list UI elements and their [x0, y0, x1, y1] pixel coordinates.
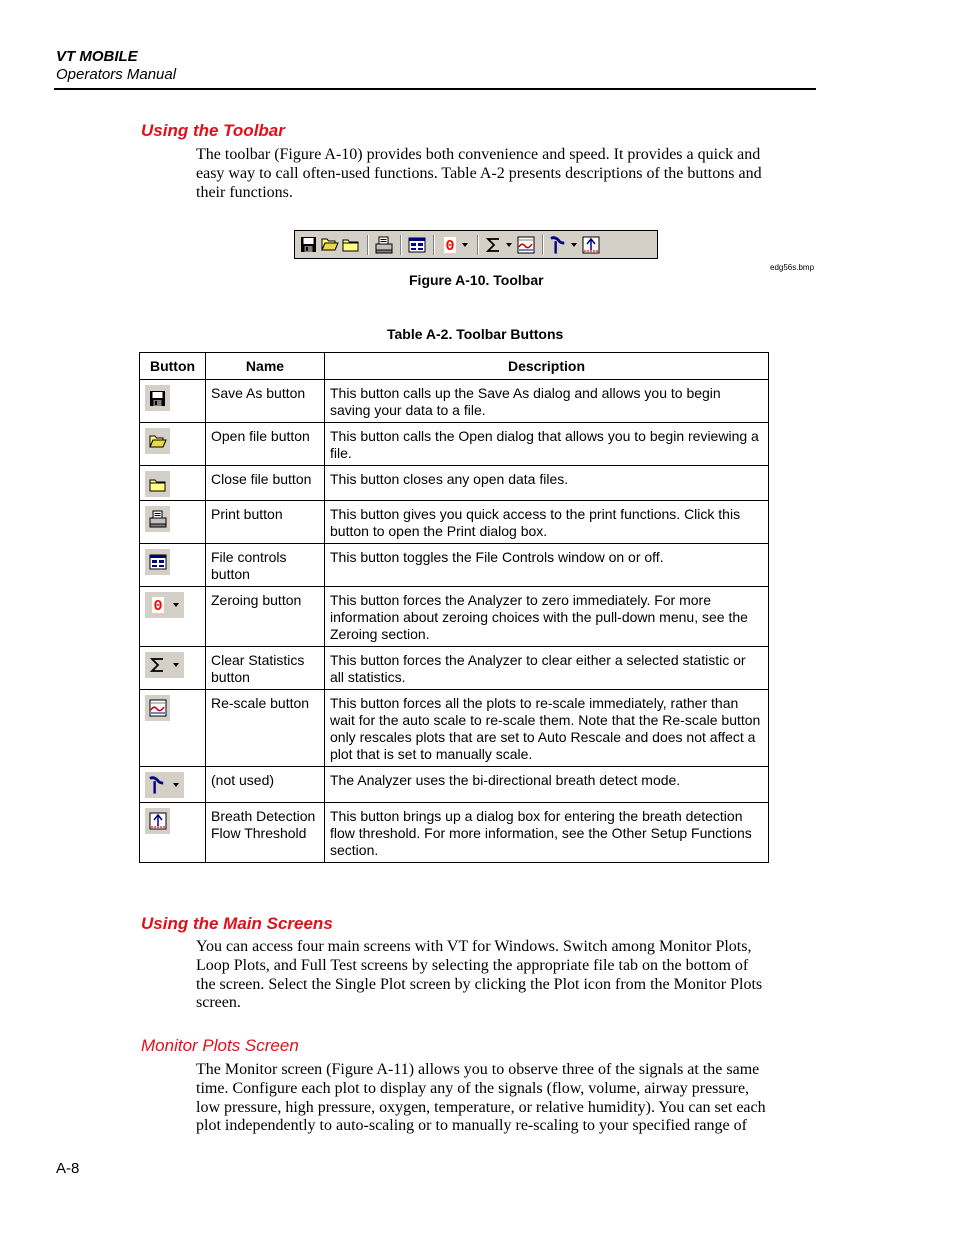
table-row: [140, 587, 769, 647]
page-number: A-8: [56, 1160, 80, 1177]
button-description: This button forces the Analyzer to zero immediately. For more information about zeroing choices with the pull-down menu, see the Zeroing section.: [325, 587, 769, 647]
paragraph-line: The Monitor screen (Figure A-11) allows you to observe three of the signals at the same: [196, 1061, 760, 1078]
table-row: [140, 690, 769, 767]
close-folder-icon: [148, 475, 167, 494]
flow-threshold-icon: [148, 812, 167, 831]
button-description: This button closes any open data files.: [325, 466, 769, 501]
manual-subtitle: Operators Manual: [56, 66, 177, 83]
sigma-icon: [148, 656, 167, 675]
button-icon-box: [145, 549, 170, 575]
manual-title: VT MOBILE: [56, 48, 138, 65]
open-folder-icon: [148, 432, 167, 451]
paragraph-line: low pressure, high pressure, oxygen, temperature, or relative humidity). You can set each: [196, 1098, 766, 1116]
button-icon-cell: [140, 587, 206, 647]
button-description: The Analyzer uses the bi-directional breath detect mode.: [325, 767, 769, 803]
paragraph-line: screen.: [196, 994, 241, 1012]
table-row: [140, 423, 769, 466]
button-name: Open file button: [206, 423, 325, 466]
figure-filename: edg56s.bmp: [770, 263, 815, 272]
button-icon-cell: [140, 423, 206, 466]
button-icon-box: [145, 592, 184, 618]
button-icon-box: [145, 506, 170, 532]
button-description: This button gives you quick access to the print functions. Click this button to open the Print dialog box.: [325, 501, 769, 544]
column-header: Name: [206, 353, 325, 380]
table-row: [140, 767, 769, 803]
column-header: Description: [325, 353, 769, 380]
button-icon-box: [145, 428, 170, 454]
toolbar-separator: [367, 235, 369, 255]
file-controls-icon: [148, 553, 167, 572]
button-icon-cell: [140, 544, 206, 587]
toolbar-separator: [433, 235, 435, 255]
section-heading-toolbar: Using the Toolbar: [141, 121, 285, 140]
paragraph-line: Loop Plots, and Full Test screens by selecting the appropriate file tab on the bottom of: [196, 956, 749, 974]
button-description: This button brings up a dialog box for entering the breath detection flow threshold. For more information, see the Other Setup Functions section.: [325, 803, 769, 863]
button-name: (not used): [206, 767, 325, 803]
paragraph-line: The toolbar (Figure A-10) provides both convenience and speed. It provides a quick and: [196, 146, 761, 163]
table-row: [140, 501, 769, 544]
toolbar-buttons-table: [139, 352, 769, 863]
button-name: Save As button: [206, 380, 325, 423]
paragraph-line: the screen. Select the Single Plot screen by clicking the Plot icon from the Monitor Plots: [196, 975, 763, 993]
toolbar-paragraph: [196, 146, 814, 202]
paragraph-line: easy way to call often-used functions. Table A-2 presents descriptions of the buttons and: [196, 164, 762, 182]
toolbar-separator: [477, 235, 479, 255]
table-row: [140, 380, 769, 423]
table-row: [140, 803, 769, 863]
dropdown-arrow-icon: [173, 783, 179, 787]
dropdown-arrow-icon: [506, 243, 512, 247]
button-description: This button toggles the File Controls window on or off.: [325, 544, 769, 587]
button-description: This button calls the Open dialog that allows you to begin reviewing a file.: [325, 423, 769, 466]
header-rule: [54, 88, 816, 90]
zero-icon: [440, 235, 459, 254]
button-name: File controls button: [206, 544, 325, 587]
button-icon-box: [145, 471, 170, 497]
table-header-row: [140, 353, 769, 380]
button-description: This button forces the Analyzer to clear either a selected statistic or all statistics.: [325, 647, 769, 690]
paragraph-line: You can access four main screens with VT for Windows. Switch among Monitor Plots,: [196, 938, 752, 955]
toolbar-separator: [400, 235, 402, 255]
button-icon-box: [145, 652, 184, 678]
monitor-plots-paragraph: [196, 1061, 814, 1136]
rescale-icon: [516, 235, 535, 254]
button-icon-cell: [140, 380, 206, 423]
svg-text:0: 0: [152, 598, 163, 614]
dropdown-arrow-icon: [173, 603, 179, 607]
zero-icon: [148, 596, 167, 615]
paragraph-line: time. Configure each plot to display any of the signals (flow, volume, airway pressure,: [196, 1079, 750, 1097]
svg-text:0: 0: [444, 237, 455, 254]
button-description: This button forces all the plots to re-scale immediately, rather than wait for the auto scale to re-scale them. Note that the Re-scale button only rescales plots that are set to Auto Rescale and does not affect a plot that is set to manually scale.: [325, 690, 769, 767]
main-screens-paragraph: [196, 938, 814, 1013]
close-folder-icon: [341, 235, 360, 254]
paragraph-line: plot independently to auto-scaling or to manually re-scaling to your specified range of: [196, 1117, 747, 1135]
button-icon-cell: [140, 647, 206, 690]
button-name: Clear Statistics button: [206, 647, 325, 690]
toolbar-separator: [542, 235, 544, 255]
dropdown-arrow-icon: [173, 663, 179, 667]
button-icon-cell: [140, 466, 206, 501]
button-name: Close file button: [206, 466, 325, 501]
button-icon-cell: [140, 690, 206, 767]
table-caption: Table A-2. Toolbar Buttons: [387, 326, 564, 342]
save-icon: [299, 235, 318, 254]
sigma-icon: [484, 235, 503, 254]
button-name: Zeroing button: [206, 587, 325, 647]
save-icon: [148, 389, 167, 408]
dropdown-arrow-icon: [571, 243, 577, 247]
table-row: [140, 544, 769, 587]
button-description: This button calls up the Save As dialog and allows you to begin saving your data to a file.: [325, 380, 769, 423]
file-controls-icon: [407, 235, 426, 254]
button-name: Breath Detection Flow Threshold: [206, 803, 325, 863]
button-icon-box: [145, 772, 184, 798]
button-name: Print button: [206, 501, 325, 544]
open-folder-icon: [320, 235, 339, 254]
button-icon-cell: [140, 803, 206, 863]
print-icon: [148, 510, 167, 529]
table-row: [140, 647, 769, 690]
toolbar-figure: [294, 230, 658, 259]
table-row: [140, 466, 769, 501]
button-icon-cell: [140, 501, 206, 544]
column-header: Button: [140, 353, 206, 380]
rescale-icon: [148, 699, 167, 718]
breath-detect-icon: [549, 235, 568, 254]
paragraph-line: their functions.: [196, 183, 293, 201]
button-icon-box: [145, 695, 170, 721]
flow-threshold-icon: [581, 235, 600, 254]
figure-caption: Figure A-10. Toolbar: [409, 272, 544, 288]
button-name: Re-scale button: [206, 690, 325, 767]
button-icon-cell: [140, 767, 206, 803]
button-icon-box: [145, 808, 170, 834]
button-icon-box: [145, 385, 170, 411]
section-heading-monitor-plots: Monitor Plots Screen: [141, 1036, 299, 1055]
section-heading-main-screens: Using the Main Screens: [141, 914, 333, 933]
dropdown-arrow-icon: [462, 243, 468, 247]
print-icon: [374, 235, 393, 254]
breath-detect-icon: [148, 776, 167, 795]
